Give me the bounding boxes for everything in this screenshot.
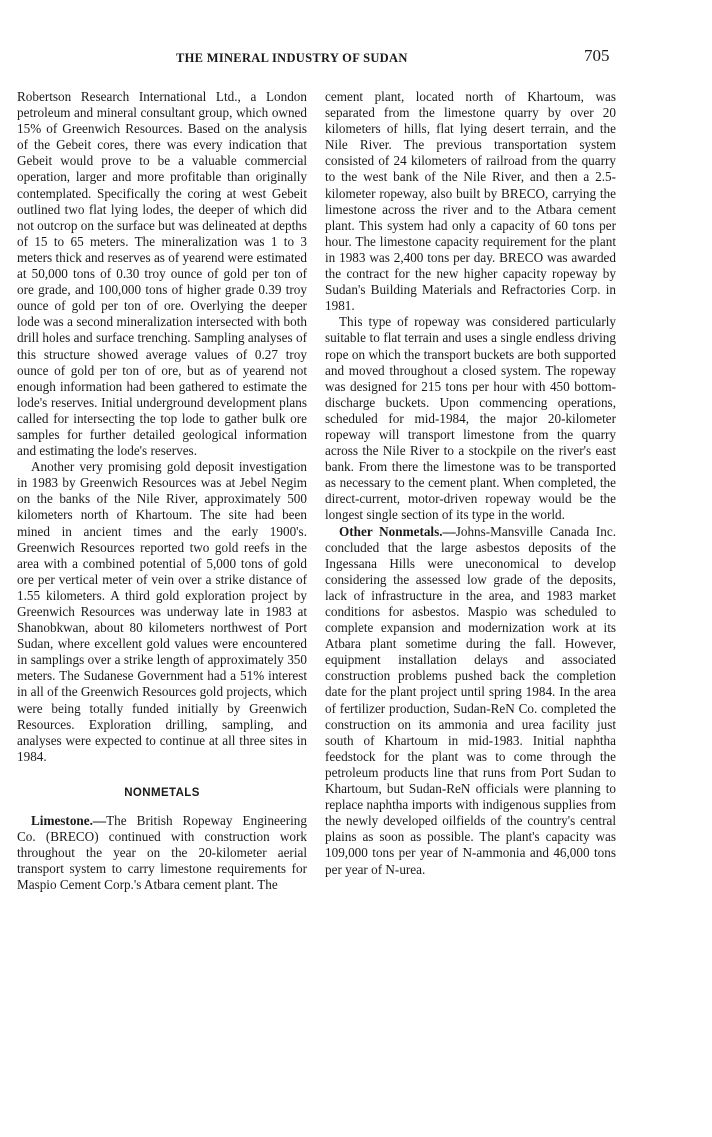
paragraph-limestone-body: The British Ropeway Engineering Co. (BRECO) continued with construction work throughout the year on the 20-kilometer aerial transport system to carry limestone requirements for Maspio Cement Corp.'s Atbara cement plant. The bbox=[17, 813, 307, 893]
paragraph-cement-plant: cement plant, located north of Khartoum, was separated from the limestone quarry by over 20 kilometers of hills, flat lying desert terrain, and the Nile River. The previous transportation system consisted of 24 kilometers of railroad from the quarry to the west bank of the Nile River, and then a 2.5-kilometer ropeway, also built by BRECO, carrying the limestone across the river and to the Atbara cement plant. This system had only a capacity of 60 tons per hour. The limestone capacity requirement for the plant in 1983 was 2,400 tons per day. BRECO was awarded the contract for the new higher capacity ropeway by Sudan's Building Materials and Refractories Corp. in 1981. bbox=[325, 89, 616, 314]
left-column bbox=[17, 89, 307, 894]
paragraph-jebel-negim: Another very promising gold deposit investigation in 1983 by Greenwich Resources was at Jebel Negim on the banks of the Nile River, approximately 500 kilometers north of Khartoum. The site had been mined in ancient times and the early 1900's. Greenwich Resources reported two gold reefs in the area with a combined potential of 5,000 tons of gold ore per vertical meter of vein over a strike distance of 1.55 kilometers. A third gold exploration project by Greenwich Resources was underway late in 1983 at Shanobkwan, about 80 kilometers northwest of Port Sudan, where excellent gold values were encountered in samplings over a strike length of approximately 350 meters. The Sudanese Government had a 51% interest in all of the Greenwich Resources gold projects, which were being totally funded initially by Greenwich Resources. Exploration drilling, sampling, and analyses were expected to continue at all three sites in 1984. bbox=[17, 459, 307, 764]
run-in-heading-other-nonmetals: Other Nonmetals. bbox=[339, 523, 443, 539]
run-in-heading-limestone: Limestone. bbox=[31, 813, 93, 829]
em-dash: — bbox=[442, 523, 456, 539]
em-dash: — bbox=[92, 813, 107, 829]
running-title: THE MINERAL INDUSTRY OF SUDAN bbox=[176, 51, 408, 65]
paragraph-other-nonmetals bbox=[325, 524, 616, 878]
paragraph-gebeit-cores: Robertson Research International Ltd., a London petroleum and mineral consultant group, which owned 15% of Greenwich Resources. Based on the analysis of the Gebeit cores, there was every indication that Gebeit would prove to be a valuable commercial operation, larger and more profitable than originally contemplated. Specifically the coring at west Gebeit outlined two flat lying lodes, the deeper of which did not outcrop on the surface but was delineated at depths of 15 to 65 meters. The mineralization was 1 to 3 meters thick and reserves as of yearend were estimated at 50,000 tons of 0.30 troy ounce of gold per ton of ore grade, and 100,000 tons of higher grade 0.39 troy ounce of gold per ton of ore. Overlying the deeper lode was a second mineralization intersected with both drill holes and surface trenching. Sampling analyses of this structure showed average values of 0.27 troy ounce of gold per ton of ore, but as of yearend not enough information had been gathered to estimate the lode's reserves. Initial underground development plans called for intersecting the top lode to gather bulk ore samples for further detailed geological information and estimating the lode's reserves. bbox=[17, 89, 307, 459]
section-heading-nonmetals: NONMETALS bbox=[124, 786, 200, 799]
paragraph-ropeway: This type of ropeway was considered particularly suitable to flat terrain and uses a single endless driving rope on which the transport buckets are both supported and moved throughout a closed system. The ropeway was designed for 215 tons per hour with 450 bottom-discharge buckets. Upon commencing operations, scheduled for mid-1984, the major 20-kilometer ropeway will transport limestone from the quarry across the Nile River to a stockpile on the river's east bank. From there the limestone was to be transported as necessary to the cement plant. When completed, the direct-current, motor-driven ropeway would be the longest single section of its type in the world. bbox=[325, 314, 616, 523]
page-header bbox=[16, 46, 616, 72]
page-number: 705 bbox=[584, 46, 610, 65]
paragraph-limestone bbox=[17, 813, 307, 893]
right-column bbox=[325, 89, 616, 878]
paragraph-other-nonmetals-body: Johns-Mansville Canada Inc. concluded that the large asbestos deposits of the Ingessana Hills were uneconomical to develop considering the assessed low grade of the deposits, lack of infrastructure in the area, and 1983 market conditions for asbestos. Maspio was scheduled to complete expansion and modernization work at its Atbara plant sometime during the fall. However, equipment installation delays and associated construction problems pushed back the completion date for the plant project until spring 1984. In the area of fertilizer production, Sudan-ReN Co. completed the construction on its ammonia and urea facility just south of Khartoum in mid-1983. Initial naphtha feedstock for the plant was to come through the petroleum products line that runs from Port Sudan to Khartoum, but Sudan-ReN officials were planning to replace naphtha imports with indigenous supplies from the newly developed oilfields of the country's central plains as soon as possible. The plant's capacity was 109,000 tons per year of N-ammonia and 46,000 tons per year of N-urea. bbox=[325, 523, 616, 877]
